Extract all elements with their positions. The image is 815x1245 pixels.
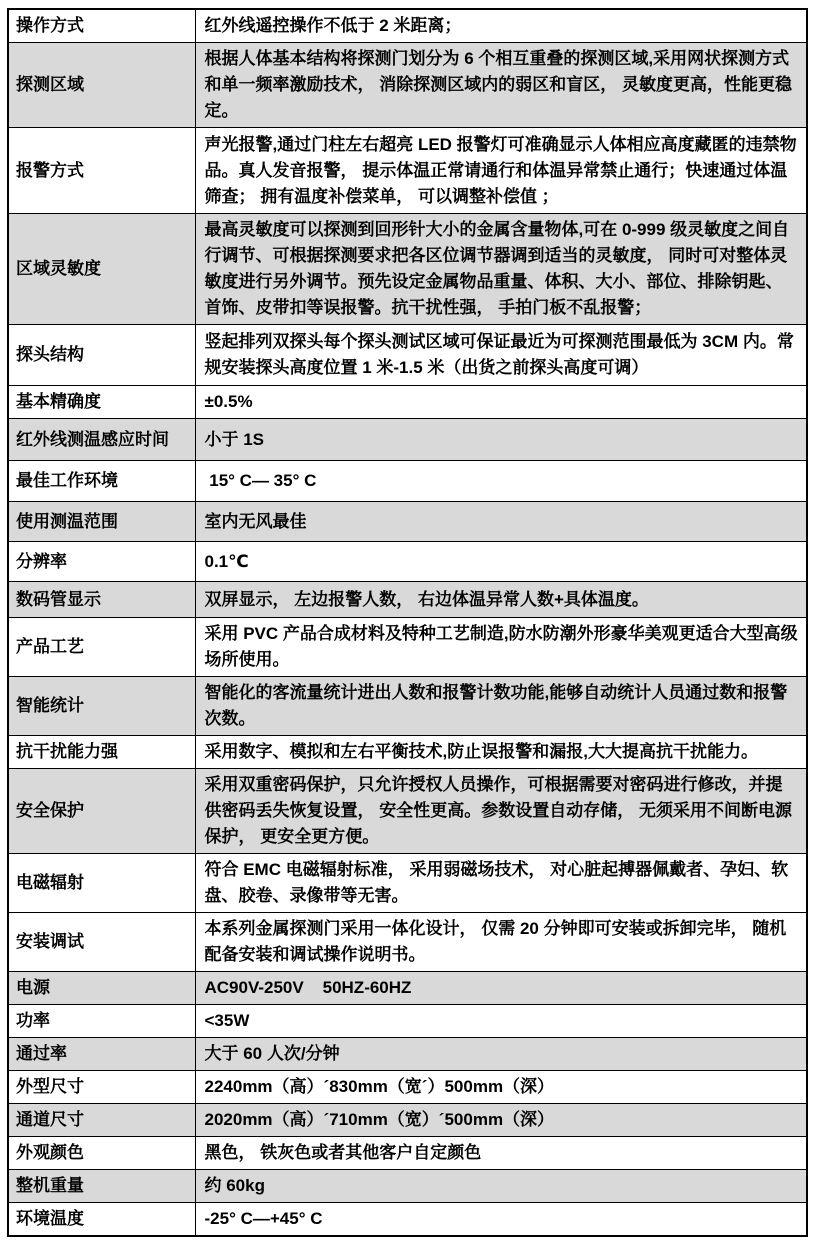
spec-row-value: 双屏显示， 左边报警人数， 右边体温异常人数+具体温度。 xyxy=(195,582,807,618)
spec-row-label: 电源 xyxy=(8,972,195,1005)
spec-row-label: 抗干扰能力强 xyxy=(8,736,195,769)
spec-row-label: 整机重量 xyxy=(8,1170,195,1203)
spec-row xyxy=(8,386,807,419)
spec-row-label: 功率 xyxy=(8,1005,195,1038)
spec-row-label: 产品工艺 xyxy=(8,618,195,677)
spec-row-value: 声光报警,通过门柱左右超亮 LED 报警灯可准确显示人体相应高度藏匿的违禁物品。真人发音报警， 提示体温正常请通行和体温异常禁止通行；快速通过体温筛查； 拥有温度补偿菜单， 可以调整补偿值 ； xyxy=(195,128,807,214)
spec-row-value: -25° C—+45° C xyxy=(195,1203,807,1237)
spec-row-value: 约 60kg xyxy=(195,1170,807,1203)
spec-row xyxy=(8,582,807,618)
spec-row-label: 使用测温范围 xyxy=(8,502,195,542)
spec-row-label: 探头结构 xyxy=(8,325,195,386)
spec-row-value: 本系列金属探测门采用一体化设计， 仅需 20 分钟即可安装或拆卸完毕， 随机配备安装和调试操作说明书。 xyxy=(195,913,807,972)
spec-row-label: 电磁辐射 xyxy=(8,854,195,913)
spec-row-label: 红外线测温感应时间 xyxy=(8,419,195,461)
spec-row xyxy=(8,972,807,1005)
spec-row-value: AC90V-250V 50HZ-60HZ xyxy=(195,972,807,1005)
spec-row-value: 2020mm（高）´710mm（宽）´500mm（深） xyxy=(195,1104,807,1137)
spec-row-value: 智能化的客流量统计进出人数和报警计数功能,能够自动统计人员通过数和报警次数。 xyxy=(195,677,807,736)
spec-row xyxy=(8,43,807,128)
spec-row-label: 环境温度 xyxy=(8,1203,195,1237)
spec-row xyxy=(8,1038,807,1071)
spec-row-value: 15° C— 35° C xyxy=(195,461,807,502)
spec-row xyxy=(8,214,807,325)
spec-row-label: 区域灵敏度 xyxy=(8,214,195,325)
spec-table xyxy=(7,8,808,1237)
spec-row xyxy=(8,128,807,214)
spec-row-label: 通过率 xyxy=(8,1038,195,1071)
spec-row-value: 0.1℃ xyxy=(195,542,807,582)
spec-row-label: 操作方式 xyxy=(8,9,195,43)
spec-row-value: 采用数字、模拟和左右平衡技术,防止误报警和漏报,大大提高抗干扰能力。 xyxy=(195,736,807,769)
spec-row-value: 竖起排列双探头每个探头测试区域可保证最近为可探测范围最低为 3CM 内。常规安装探头高度位置 1 米-1.5 米（出货之前探头高度可调） xyxy=(195,325,807,386)
spec-row-label: 最佳工作环境 xyxy=(8,461,195,502)
spec-row-label: 报警方式 xyxy=(8,128,195,214)
spec-row-label: 外型尺寸 xyxy=(8,1071,195,1104)
spec-row xyxy=(8,854,807,913)
spec-row-value: 2240mm（高）´830mm（宽´）500mm（深） xyxy=(195,1071,807,1104)
spec-row-label: 智能统计 xyxy=(8,677,195,736)
spec-row xyxy=(8,913,807,972)
spec-row-value: 采用双重密码保护，只允许授权人员操作，可根据需要对密码进行修改，并提供密码丢失恢复设置， 安全性更高。参数设置自动存储， 无须采用不间断电源保护， 更安全更方便。 xyxy=(195,769,807,854)
spec-row xyxy=(8,1104,807,1137)
spec-row-value: 最高灵敏度可以探测到回形针大小的金属含量物体,可在 0-999 级灵敏度之间自行调节、可根据探测要求把各区位调节器调到适当的灵敏度， 同时可对整体灵敏度进行另外调节。预先设定金属物品重量、体积、大小、部位、排除钥匙、首饰、皮带扣等误报警。抗干扰性强， 手拍门板不乱报警； xyxy=(195,214,807,325)
spec-row-label: 基本精确度 xyxy=(8,386,195,419)
spec-row-value: 小于 1S xyxy=(195,419,807,461)
spec-row-value: 黑色， 铁灰色或者其他客户自定颜色 xyxy=(195,1137,807,1170)
spec-row xyxy=(8,502,807,542)
spec-row xyxy=(8,419,807,461)
spec-row xyxy=(8,1170,807,1203)
spec-row xyxy=(8,736,807,769)
spec-row-value: 红外线遥控操作不低于 2 米距离； xyxy=(195,9,807,43)
spec-row-label: 探测区域 xyxy=(8,43,195,128)
spec-row-label: 分辨率 xyxy=(8,542,195,582)
spec-row-label: 外观颜色 xyxy=(8,1137,195,1170)
spec-row-value: 符合 EMC 电磁辐射标准， 采用弱磁场技术， 对心脏起搏器佩戴者、孕妇、软盘、胶卷、录像带等无害。 xyxy=(195,854,807,913)
spec-row-label: 安装调试 xyxy=(8,913,195,972)
spec-row xyxy=(8,1071,807,1104)
spec-row-value: <35W xyxy=(195,1005,807,1038)
spec-row xyxy=(8,325,807,386)
spec-row xyxy=(8,618,807,677)
spec-row-label: 数码管显示 xyxy=(8,582,195,618)
spec-row-value: 大于 60 人次/分钟 xyxy=(195,1038,807,1071)
spec-row-label: 通道尺寸 xyxy=(8,1104,195,1137)
spec-row xyxy=(8,9,807,43)
spec-row xyxy=(8,1203,807,1237)
spec-row-value: 采用 PVC 产品合成材料及特种工艺制造,防水防潮外形豪华美观更适合大型高级场所使用。 xyxy=(195,618,807,677)
spec-row-value: 室内无风最佳 xyxy=(195,502,807,542)
spec-row xyxy=(8,769,807,854)
spec-table-body xyxy=(8,9,807,1236)
spec-row-value: 根据人体基本结构将探测门划分为 6 个相互重叠的探测区域,采用网状探测方式和单一频率激励技术， 消除探测区域内的弱区和盲区， 灵敏度更高，性能更稳定。 xyxy=(195,43,807,128)
spec-row xyxy=(8,1005,807,1038)
spec-row xyxy=(8,542,807,582)
spec-row xyxy=(8,461,807,502)
spec-row xyxy=(8,677,807,736)
spec-row-value: ±0.5% xyxy=(195,386,807,419)
spec-row xyxy=(8,1137,807,1170)
spec-row-label: 安全保护 xyxy=(8,769,195,854)
